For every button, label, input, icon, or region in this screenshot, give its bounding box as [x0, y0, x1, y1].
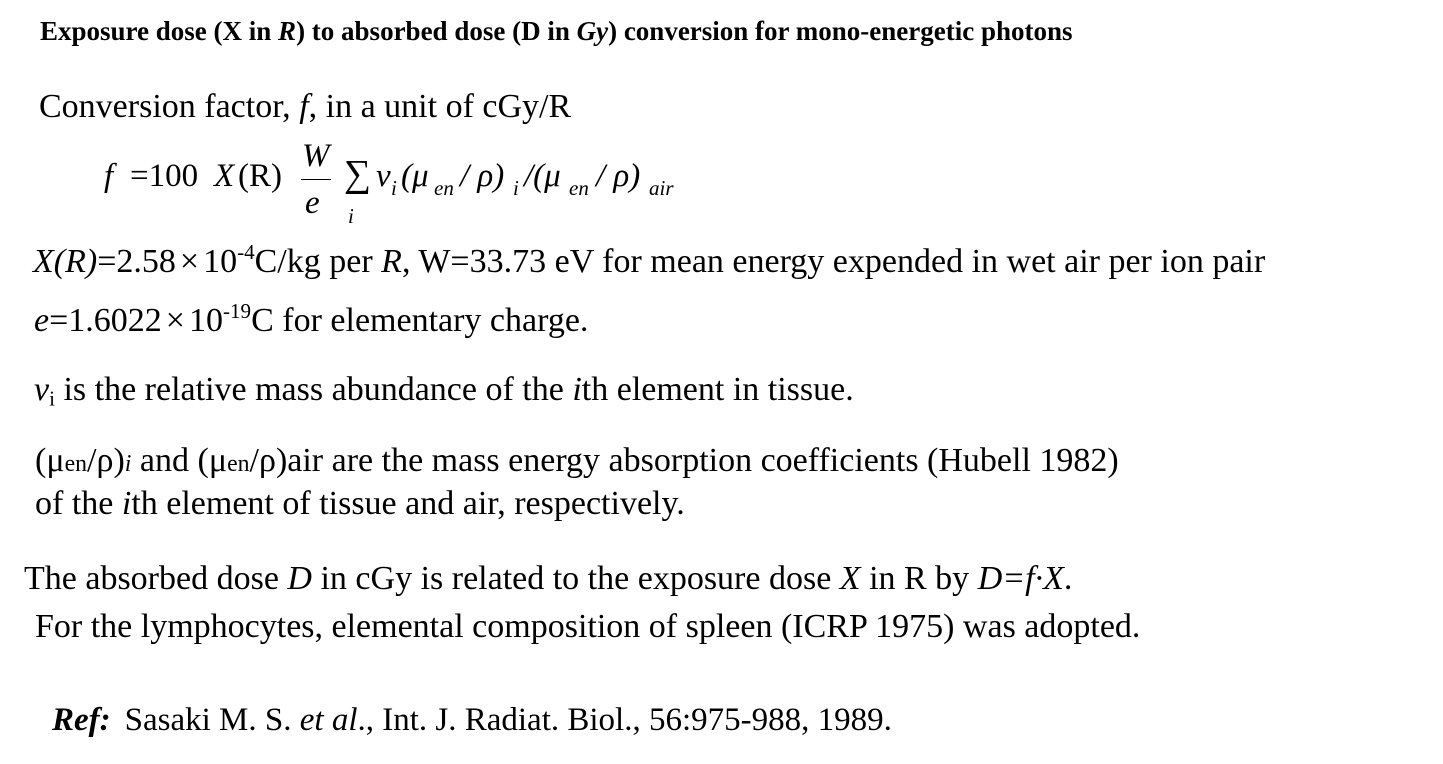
- formula-over-rho: / ρ): [460, 158, 505, 194]
- conversion-factor-line: [39, 90, 571, 124]
- vi-description: th element in tissue.: [581, 371, 854, 408]
- xr-unit: C/kg per: [254, 243, 382, 280]
- reference-etal: et al: [299, 702, 358, 738]
- dose-equation: D=f·X: [977, 560, 1064, 597]
- title-text: ) conversion for mono-energetic photons: [608, 16, 1073, 46]
- vi-definition-line: [34, 371, 854, 411]
- e-definition-line: [34, 298, 589, 339]
- sum-index: i: [348, 204, 354, 228]
- formula-v-subscript: i: [391, 176, 397, 200]
- mu-description: /ρ)air are the mass energy absorption coefficients (Hubell 1982): [249, 442, 1119, 479]
- conversion-text: Conversion factor,: [39, 88, 300, 125]
- fraction-bar: [301, 179, 331, 180]
- symbol-i: i: [572, 371, 582, 408]
- symbol-d: D: [287, 560, 312, 597]
- title-unit-gy: Gy: [576, 16, 609, 46]
- power-exponent: -19: [222, 298, 252, 323]
- title-text: Exposure dose (X in: [40, 16, 279, 46]
- formula-f: f: [104, 158, 114, 194]
- formula-mu-en: (μ: [401, 158, 429, 194]
- symbol-r: R: [381, 243, 402, 280]
- dose-text: The absorbed dose: [24, 560, 288, 597]
- page-title: [40, 18, 1073, 45]
- formula-i-subscript: i: [513, 176, 519, 200]
- symbol-f: f: [299, 88, 309, 125]
- power-base: 10: [188, 302, 223, 339]
- mu-en-text: en: [227, 451, 250, 477]
- lymphocytes-text: For the lymphocytes, elemental composition of spleen (ICRP 1975) was adopted.: [35, 608, 1141, 645]
- mu-description: and (μ: [131, 442, 228, 479]
- formula-equals-100: =100: [130, 158, 199, 194]
- absorbed-dose-line: [24, 562, 1072, 596]
- symbol-v: v: [34, 371, 50, 408]
- dose-text: .: [1063, 560, 1073, 597]
- symbol-v-subscript: i: [49, 386, 55, 411]
- symbol-e: e: [34, 302, 50, 339]
- symbol-i: i: [124, 451, 132, 477]
- formula-e: e: [305, 185, 320, 221]
- formula-w: W: [302, 138, 330, 174]
- formula-air-subscript: air: [649, 176, 674, 200]
- mu-definition-line: [35, 444, 1119, 478]
- formula-paren-r: (R): [238, 158, 282, 194]
- formula-en-subscript: en: [434, 176, 454, 200]
- times-sign: ×: [179, 243, 200, 280]
- reference-authors: Sasaki M. S.: [124, 702, 300, 738]
- power-exponent: -4: [237, 239, 255, 264]
- dose-text: in R by: [860, 560, 978, 597]
- vi-description: is the relative mass abundance of the: [54, 371, 573, 408]
- mu-symbol: (μ: [35, 442, 65, 479]
- xr-definition-line: [33, 239, 1266, 280]
- mu-en-text: en: [64, 451, 88, 477]
- reference-citation: ., Int. J. Radiat. Biol., 56:975-988, 1989.: [357, 702, 892, 738]
- xr-description: , W=33.73 eV for mean energy expended in wet air per ion pair: [401, 243, 1266, 280]
- symbol-xr: X(R): [33, 243, 98, 280]
- formula-x: X: [214, 158, 235, 194]
- mu-description: th element of tissue and air, respectively.: [131, 485, 685, 522]
- title-unit-r: R: [278, 16, 297, 46]
- formula-en-subscript: en: [569, 176, 589, 200]
- sum-symbol: ∑: [344, 153, 372, 195]
- mu-description: of the: [35, 485, 122, 522]
- symbol-i: i: [121, 485, 132, 522]
- dose-text: in cGy is related to the exposure dose: [311, 560, 840, 597]
- formula-slash-mu: /(μ: [524, 158, 561, 194]
- title-text: ) to absorbed dose (D in: [296, 16, 577, 46]
- e-value: =1.6022: [49, 302, 162, 339]
- reference-label: Ref:: [52, 702, 111, 738]
- power-base: 10: [203, 243, 238, 280]
- formula-v: v: [376, 158, 391, 194]
- lymphocytes-line: [35, 610, 1140, 644]
- xr-value: =2.58: [97, 243, 176, 280]
- mu-definition-line-2: [35, 487, 685, 521]
- e-description: C for elementary charge.: [251, 302, 589, 339]
- times-sign: ×: [165, 302, 185, 339]
- conversion-text: , in a unit of cGy/R: [308, 88, 572, 125]
- reference-line: [52, 704, 892, 737]
- symbol-x: X: [839, 560, 861, 597]
- formula-over-rho: / ρ): [596, 158, 641, 194]
- rho-symbol: /ρ): [87, 442, 125, 479]
